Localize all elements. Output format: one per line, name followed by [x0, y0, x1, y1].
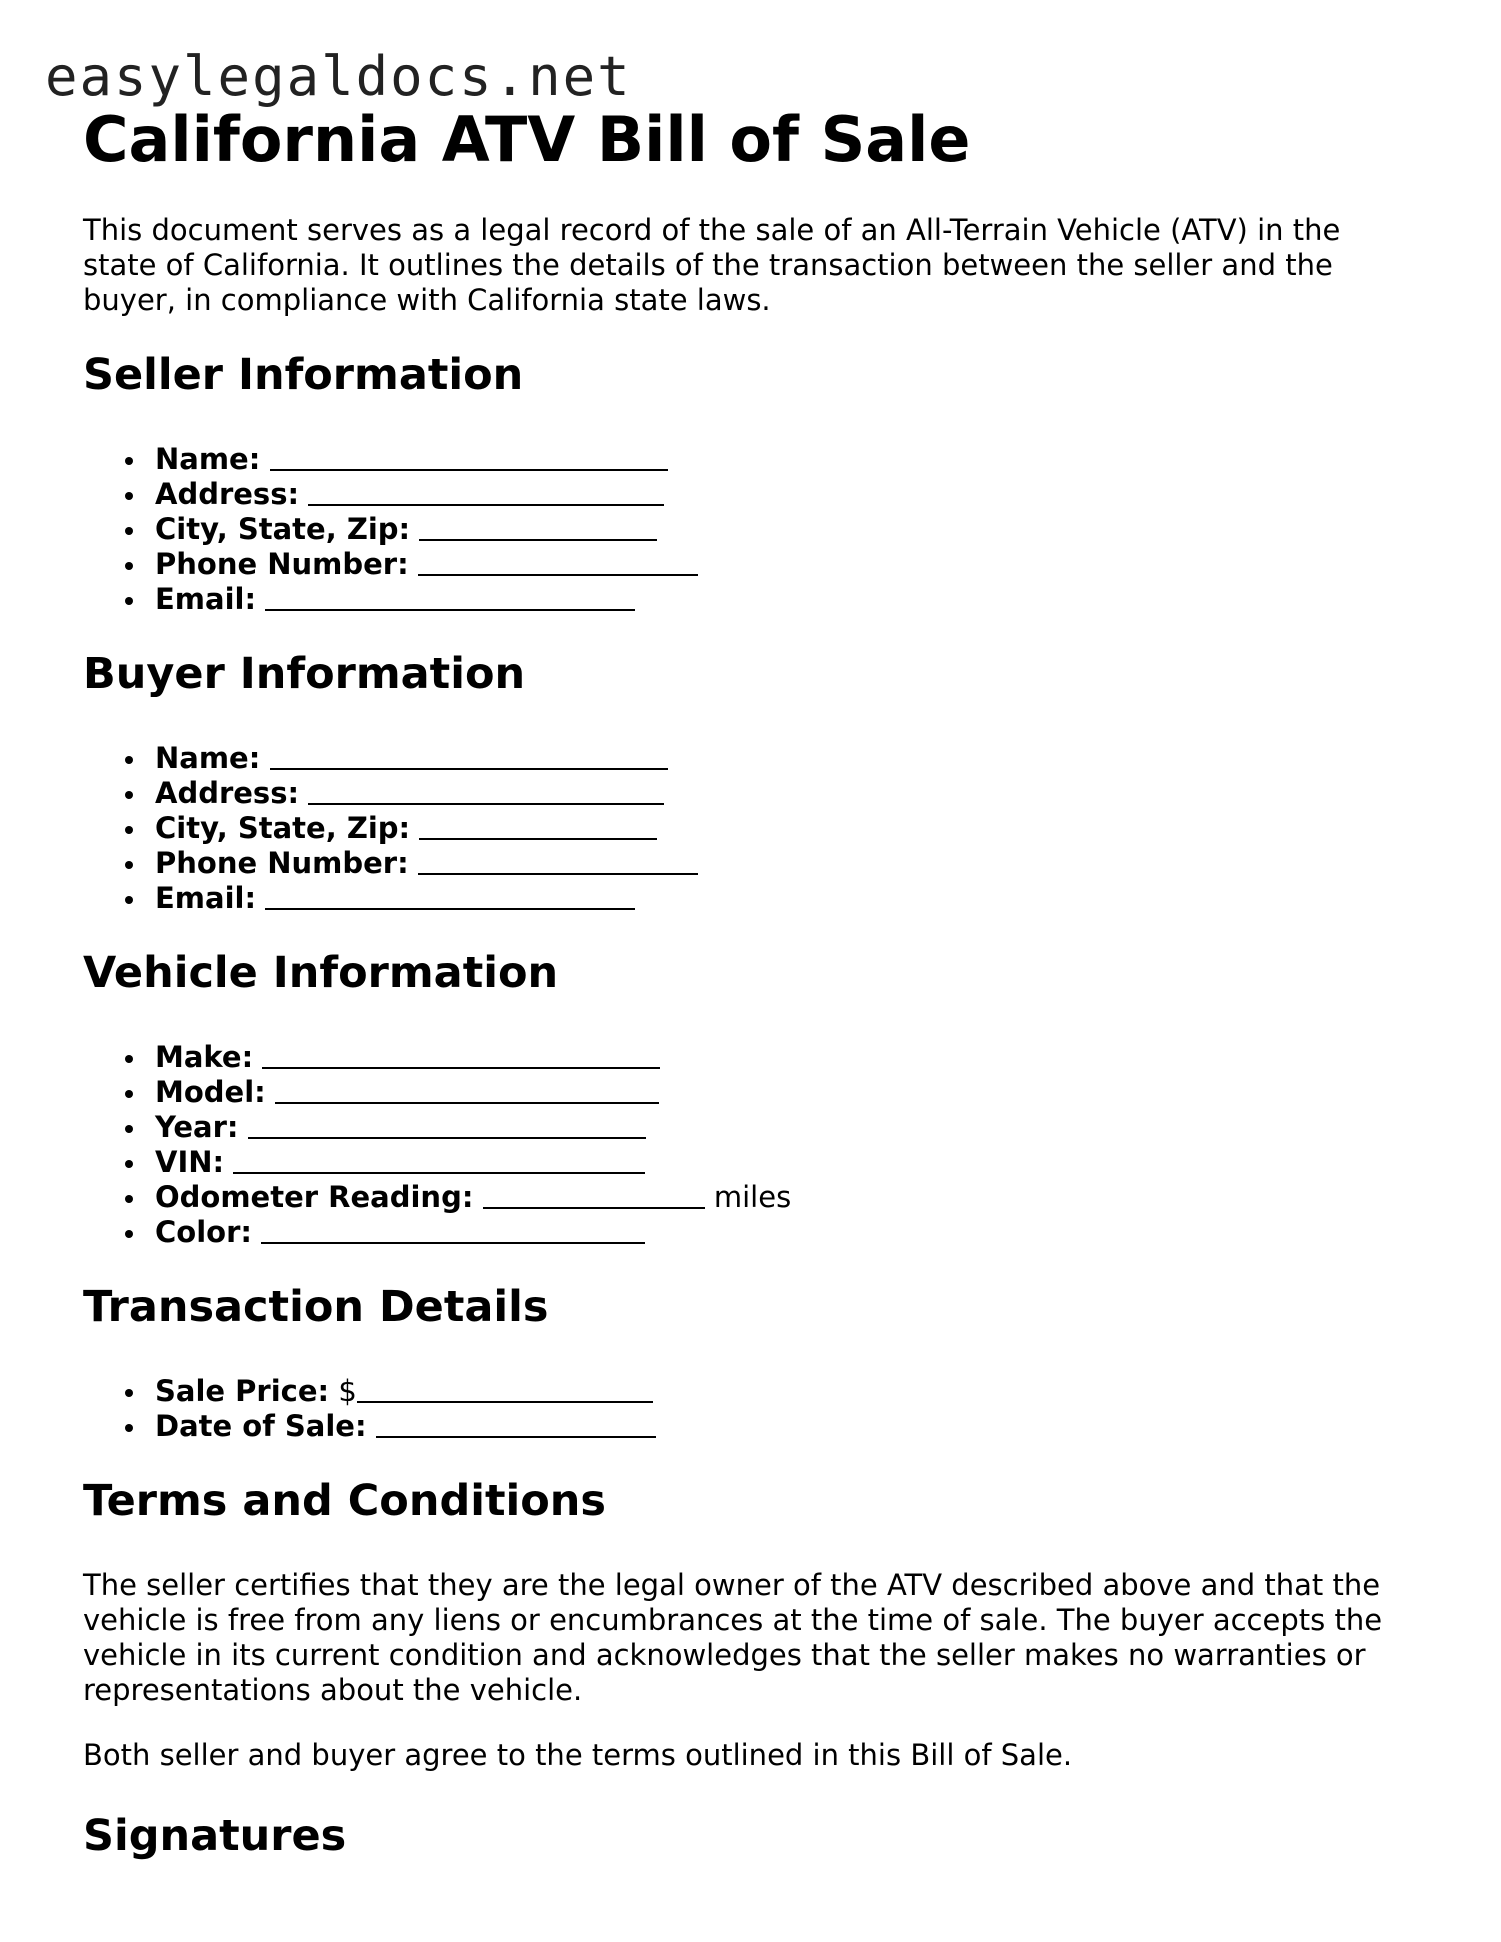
seller-name-field [155, 442, 1423, 477]
buyer-city-state-zip-field [155, 811, 1423, 846]
field-label: Email: [155, 881, 257, 915]
blank-line[interactable] [419, 513, 657, 541]
blank-line[interactable] [418, 847, 698, 875]
seller-phone-field [155, 547, 1423, 582]
terms-heading: Terms and Conditions [83, 1476, 607, 1526]
field-label: Email: [155, 582, 257, 616]
transaction-heading: Transaction Details [83, 1282, 549, 1332]
field-label: City, State, Zip: [155, 811, 411, 845]
blank-line[interactable] [265, 583, 635, 611]
field-label: Date of Sale: [155, 1409, 367, 1443]
field-label: Sale Price: [155, 1374, 330, 1408]
field-label: City, State, Zip: [155, 512, 411, 546]
sale-price-field [155, 1374, 1423, 1409]
watermark: easylegaldocs.net [45, 45, 632, 108]
terms-paragraph: The seller certifies that they are the legal owner of the ATV described above and that the vehicle is free from any liens or encumbrances at the time of sale. The buyer accepts the vehicle in its current condition and acknowledges that the seller makes no warranties or representations about the vehicle. [83, 1568, 1383, 1707]
seller-fields [83, 442, 1423, 617]
field-label: Name: [155, 741, 261, 775]
signatures-section [83, 1809, 1423, 1863]
seller-city-state-zip-field [155, 512, 1423, 547]
document-title: California ATV Bill of Sale [83, 103, 971, 176]
field-label: Model: [155, 1075, 266, 1109]
buyer-phone-field [155, 846, 1423, 881]
signatures-heading: Signatures [83, 1811, 347, 1861]
buyer-fields [83, 741, 1423, 916]
field-label: Year: [155, 1110, 239, 1144]
buyer-name-field [155, 741, 1423, 776]
blank-line[interactable] [418, 548, 698, 576]
intro-paragraph: This document serves as a legal record of the sale of an All-Terrain Vehicle (ATV) in the state of California. It outlines the details of the transaction between the seller and the buyer, in compliance with California state laws. [83, 213, 1341, 317]
field-label: Name: [155, 442, 261, 476]
field-label: Make: [155, 1040, 254, 1074]
blank-line[interactable] [376, 1410, 656, 1438]
blank-line[interactable] [270, 742, 668, 770]
buyer-email-field [155, 881, 1423, 916]
vehicle-model-field [155, 1075, 1423, 1110]
field-label: Phone Number: [155, 547, 409, 581]
vehicle-fields [83, 1040, 1423, 1250]
blank-line[interactable] [248, 1111, 646, 1139]
field-label: Address: [155, 477, 300, 511]
buyer-section [83, 647, 1423, 916]
blank-line[interactable] [265, 882, 635, 910]
blank-line[interactable] [270, 443, 668, 471]
field-label: Color: [155, 1215, 252, 1249]
seller-email-field [155, 582, 1423, 617]
blank-line[interactable] [483, 1181, 705, 1209]
odometer-unit: miles [713, 1180, 792, 1214]
field-label: Odometer Reading: [155, 1180, 474, 1214]
field-label: Address: [155, 776, 300, 810]
blank-line[interactable] [233, 1146, 645, 1174]
terms-section [83, 1474, 1423, 1773]
blank-line[interactable] [308, 478, 664, 506]
seller-section [83, 348, 1423, 617]
field-label: Phone Number: [155, 846, 409, 880]
vehicle-heading: Vehicle Information [83, 948, 559, 998]
transaction-fields [83, 1374, 1423, 1444]
vehicle-section [83, 946, 1423, 1250]
blank-line[interactable] [419, 812, 657, 840]
agreement-paragraph: Both seller and buyer agree to the terms outlined in this Bill of Sale. [83, 1738, 1073, 1772]
blank-line[interactable] [262, 1041, 660, 1069]
transaction-section [83, 1280, 1423, 1444]
buyer-heading: Buyer Information [83, 649, 526, 699]
vehicle-year-field [155, 1110, 1423, 1145]
vehicle-odometer-field [155, 1180, 1423, 1215]
vehicle-make-field [155, 1040, 1423, 1075]
blank-line[interactable] [261, 1216, 645, 1244]
blank-line[interactable] [275, 1076, 659, 1104]
field-label: VIN: [155, 1145, 225, 1179]
blank-line[interactable] [308, 777, 664, 805]
date-of-sale-field [155, 1409, 1423, 1444]
document [83, 100, 1423, 1863]
vehicle-vin-field [155, 1145, 1423, 1180]
blank-line[interactable] [357, 1375, 653, 1403]
buyer-address-field [155, 776, 1423, 811]
vehicle-color-field [155, 1215, 1423, 1250]
seller-heading: Seller Information [83, 350, 524, 400]
seller-address-field [155, 477, 1423, 512]
currency-symbol: $ [338, 1374, 357, 1408]
